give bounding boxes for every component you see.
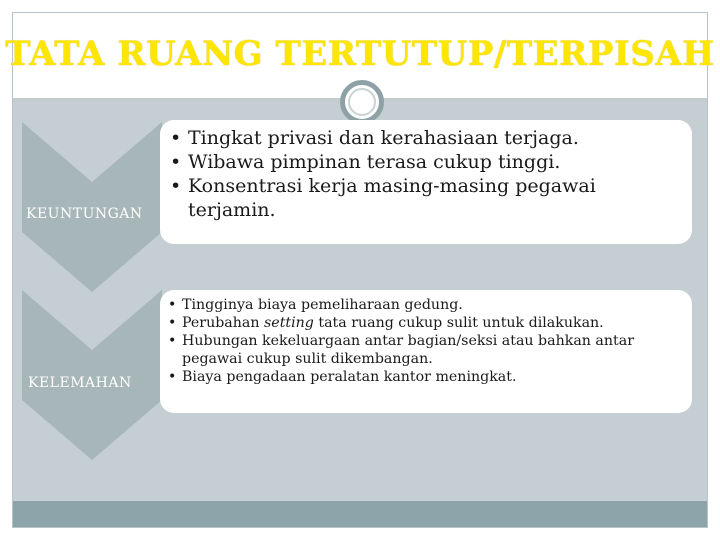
divider-circle-ornament [340,80,384,124]
item-text: Perubahan [182,315,265,331]
list-item [168,296,684,314]
keuntungan-list [170,126,682,222]
kelemahan-box [160,290,692,413]
item-text: Hubungan kekeluargaan antar bagian/seksi atau bahkan antar pegawai cukup sulit dikembangan. [182,333,634,367]
list-item [168,368,684,386]
list-item: • Konsentrasi kerja masing-masing pegawai terjamin. [170,174,682,222]
section-label-kelemahan: KELEMAHAN [28,375,132,391]
item-emphasis: setting [264,315,314,331]
item-text: Tingginya biaya pemeliharaan gedung. [182,297,463,313]
slide-title: TATA RUANG TERTUTUP/TERPISAH [5,34,715,74]
bottom-bar [13,501,707,527]
list-item [168,314,684,332]
section-label-keuntungan: KEUNTUNGAN [26,206,143,222]
list-item: • Wibawa pimpinan terasa cukup tinggi. [170,150,682,174]
list-item [168,332,684,368]
keuntungan-box [160,120,692,244]
item-text: tata ruang cukup sulit untuk dilakukan. [313,315,604,331]
item-text: Biaya pengadaan peralatan kantor meningkat. [182,369,517,385]
kelemahan-list [168,296,684,386]
list-item: • Tingkat privasi dan kerahasiaan terjaga. [170,126,682,150]
